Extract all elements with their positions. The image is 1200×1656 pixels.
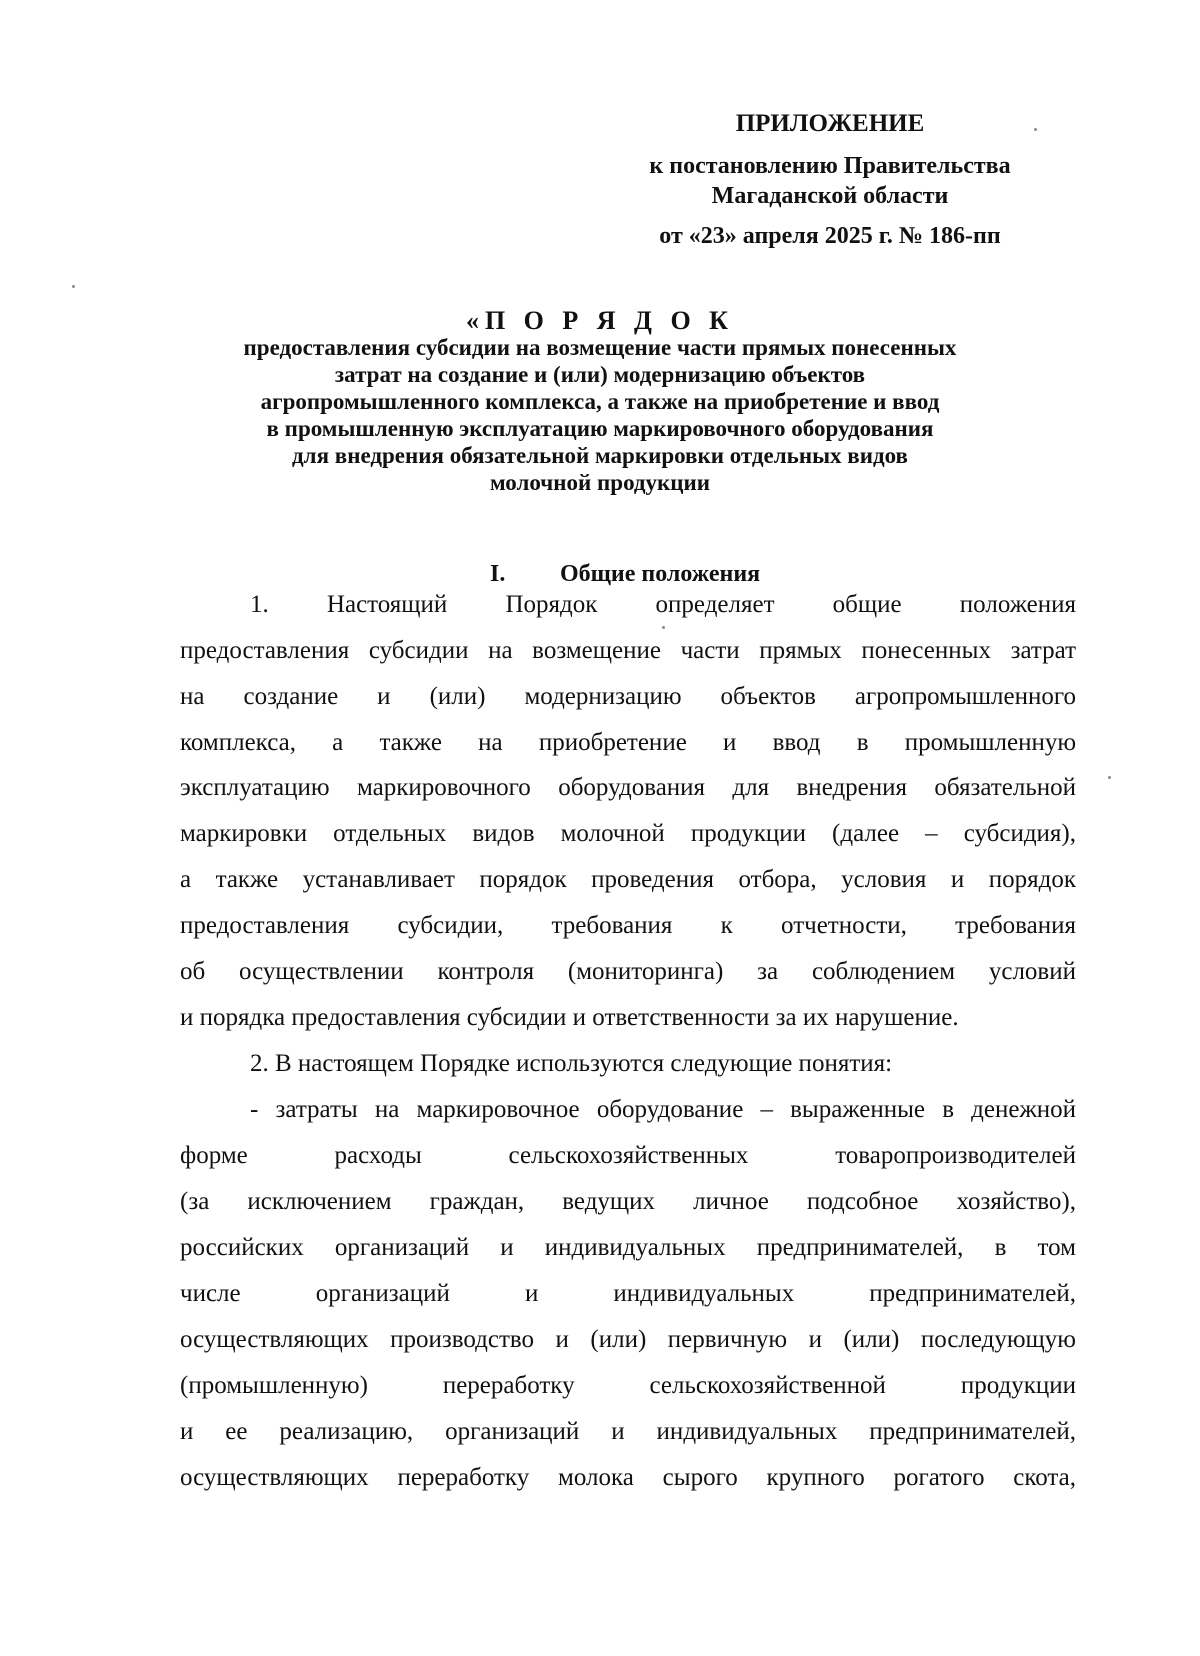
document-heading: «П О Р Я Д О К — [465, 306, 735, 335]
paragraph-line: числе организаций и индивидуальных предпринимателей, — [180, 1280, 1076, 1307]
document-subtitle-line: предоставления субсидии на возмещение части прямых понесенных — [243, 335, 957, 360]
section-number: I. — [490, 561, 506, 587]
paragraph-line: и ее реализацию, организаций и индивидуальных предпринимателей, — [180, 1418, 1076, 1445]
paragraph-line: маркировки отдельных видов молочной продукции (далее – субсидия), — [180, 820, 1076, 847]
appendix-title: ПРИЛОЖЕНИЕ — [735, 110, 925, 137]
paragraph-line: форме расходы сельскохозяйственных товаропроизводителей — [180, 1142, 1076, 1169]
paragraph-line: российских организаций и индивидуальных предпринимателей, в том — [180, 1234, 1076, 1261]
scan-speck — [662, 626, 665, 629]
appendix-reference-line: к постановлению Правительства — [649, 153, 1011, 179]
paragraph-line: комплекса, а также на приобретение и ввод в промышленную — [180, 729, 1076, 756]
paragraph-line: (за исключением граждан, ведущих личное подсобное хозяйство), — [180, 1188, 1076, 1215]
paragraph-line: 2. В настоящем Порядке используются следующие понятия: — [250, 1050, 893, 1077]
document-subtitle-line: для внедрения обязательной маркировки отдельных видов — [292, 443, 908, 468]
paragraph-line: предоставления субсидии на возмещение части прямых понесенных затрат — [180, 637, 1076, 664]
paragraph-line: и порядка предоставления субсидии и ответственности за их нарушение. — [180, 1004, 959, 1031]
paragraph-line: предоставления субсидии, требования к отчетности, требования — [180, 912, 1076, 939]
paragraph-line: на создание и (или) модернизацию объектов агропромышленного — [180, 683, 1076, 710]
paragraph-line: 1. Настоящий Порядок определяет общие положения — [250, 591, 1076, 618]
scan-speck — [1034, 128, 1037, 131]
appendix-region-line: Магаданской области — [711, 183, 949, 209]
document-subtitle-line: агропромышленного комплекса, а также на приобретение и ввод — [260, 389, 940, 414]
document-subtitle-line: в промышленную эксплуатацию маркировочного оборудования — [266, 416, 934, 441]
paragraph-line: (промышленную) переработку сельскохозяйственной продукции — [180, 1372, 1076, 1399]
appendix-date-number: от «23» апреля 2025 г. № 186-пп — [659, 223, 1001, 249]
document-subtitle-line: молочной продукции — [489, 470, 711, 495]
scan-speck — [1108, 776, 1111, 779]
paragraph-line: - затраты на маркировочное оборудование – выраженные в денежной — [250, 1096, 1076, 1123]
scan-speck — [72, 285, 75, 288]
document-subtitle-line: затрат на создание и (или) модернизацию объектов — [334, 362, 866, 387]
section-title: Общие положения — [560, 561, 761, 587]
paragraph-line: осуществляющих производство и (или) первичную и (или) последующую — [180, 1326, 1076, 1353]
paragraph-line: а также устанавливает порядок проведения отбора, условия и порядок — [180, 866, 1076, 893]
paragraph-line: эксплуатацию маркировочного оборудования для внедрения обязательной — [180, 774, 1076, 801]
paragraph-line: об осуществлении контроля (мониторинга) за соблюдением условий — [180, 958, 1076, 985]
paragraph-line: осуществляющих переработку молока сырого крупного рогатого скота, — [180, 1464, 1076, 1491]
